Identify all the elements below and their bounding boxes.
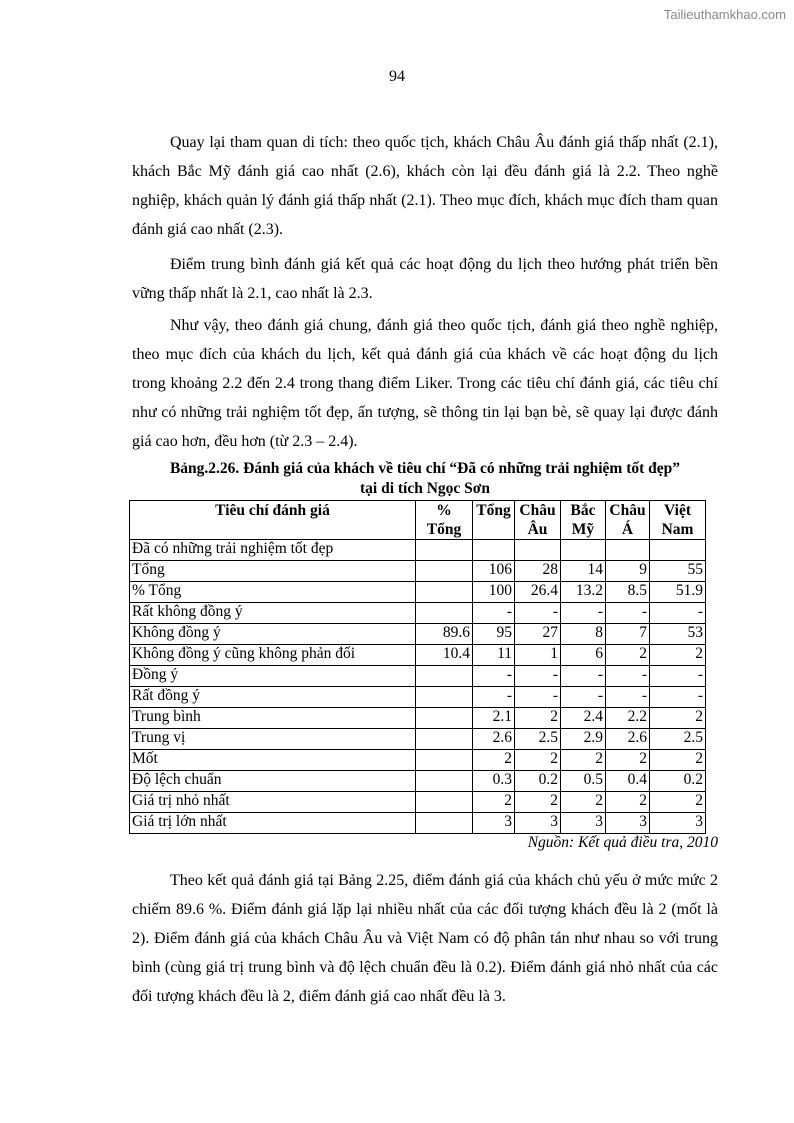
table-cell: 27 <box>515 624 561 645</box>
table-row <box>130 708 706 729</box>
table-cell: 3 <box>650 813 706 834</box>
row-label: Rất đồng ý <box>130 687 416 708</box>
table-cell <box>416 540 473 561</box>
row-label: Đã có những trải nghiệm tốt đẹp <box>130 540 416 561</box>
table-cell: 0.4 <box>606 771 650 792</box>
table-cell: 0.2 <box>515 771 561 792</box>
table-cell: 2.5 <box>650 729 706 750</box>
table-cell <box>416 771 473 792</box>
table-cell: - <box>473 603 515 624</box>
table-row <box>130 687 706 708</box>
table-title <box>132 459 718 499</box>
row-label: % Tổng <box>130 582 416 603</box>
table-title-line-1: Bảng.2.26. Đánh giá của khách về tiêu chí “Đã có những trải nghiệm tốt đẹp” <box>169 460 681 477</box>
table-cell: - <box>515 687 561 708</box>
table-cell: 106 <box>473 561 515 582</box>
table-cell: 95 <box>473 624 515 645</box>
table-cell: 2 <box>515 708 561 729</box>
watermark: Tailieuthamkhao.com <box>663 7 786 22</box>
table-row <box>130 750 706 771</box>
table-cell: - <box>606 666 650 687</box>
table-cell: 14 <box>561 561 606 582</box>
table-row <box>130 813 706 834</box>
paragraph-1: Quay lại tham quan di tích: theo quốc tịch, khách Châu Âu đánh giá thấp nhất (2.1), khách Bắc Mỹ đánh giá cao nhất (2.6), khách còn lại đều đánh giá là 2.2. Theo nghề nghiệp, khách quản lý đánh giá thấp nhất (2.1). Theo mục đích, khách mục đích tham quan đánh giá cao nhất (2.3). <box>132 134 718 238</box>
table-cell: 2.1 <box>473 708 515 729</box>
table-cell <box>416 792 473 813</box>
evaluation-table <box>129 500 706 834</box>
table-cell <box>416 729 473 750</box>
header-percent-total: % Tổng <box>416 501 473 540</box>
row-label: Giá trị nhỏ nhất <box>130 792 416 813</box>
table-cell: 3 <box>606 813 650 834</box>
table-row <box>130 582 706 603</box>
row-label: Mốt <box>130 750 416 771</box>
table-cell: 10.4 <box>416 645 473 666</box>
table-source: Nguồn: Kết quả điều tra, 2010 <box>527 834 718 851</box>
row-label: Không đồng ý <box>130 624 416 645</box>
table-cell <box>515 540 561 561</box>
table-cell: 9 <box>606 561 650 582</box>
paragraph-3: Như vậy, theo đánh giá chung, đánh giá theo quốc tịch, đánh giá theo nghề nghiệp, theo mục đích của khách du lịch, kết quả đánh giá của khách về các hoạt động du lịch trong khoảng 2.2 đến 2.4 trong thang điểm Liker. Trong các tiêu chí đánh giá, các tiêu chí như có những trải nghiệm tốt đẹp, ấn tượng, sẽ thông tin lại bạn bè, sẽ quay lại được đánh giá cao hơn, đều hơn (từ 2.3 – 2.4). <box>132 317 718 450</box>
table-cell: 0.3 <box>473 771 515 792</box>
table-cell: 2 <box>473 792 515 813</box>
table-cell <box>416 666 473 687</box>
table-cell: 2 <box>650 792 706 813</box>
table-cell: 2 <box>561 792 606 813</box>
table-cell: 2 <box>606 645 650 666</box>
table-row <box>130 729 706 750</box>
paragraph-4: Theo kết quả đánh giá tại Bảng 2.25, điểm đánh giá của khách chủ yếu ở mức mức 2 chiếm 89.6 %. Điểm đánh giá lặp lại nhiều nhất của các đối tượng khách đều là 2 (mốt là 2). Điểm đánh giá của khách Châu Âu và Việt Nam có độ phân tán như nhau so với trung bình (cùng giá trị trung bình và độ lệch chuẩn đều là 0.2). Điểm đánh giá nhỏ nhất của các đối tượng khách đều là 2, điểm đánh giá cao nhất đều là 3. <box>132 872 718 1005</box>
table-cell: - <box>650 603 706 624</box>
header-vietnam: Việt Nam <box>650 501 706 540</box>
table-cell <box>650 540 706 561</box>
table-cell <box>416 603 473 624</box>
table-cell <box>606 540 650 561</box>
table-cell: 2 <box>606 792 650 813</box>
table-header-row <box>130 501 706 540</box>
table-cell: 3 <box>473 813 515 834</box>
table-cell: 89.6 <box>416 624 473 645</box>
table-row <box>130 540 706 561</box>
row-label: Độ lệch chuẩn <box>130 771 416 792</box>
table-cell: 55 <box>650 561 706 582</box>
table-cell: 13.2 <box>561 582 606 603</box>
table-cell: - <box>606 603 650 624</box>
table-cell: 2.2 <box>606 708 650 729</box>
table-cell <box>416 750 473 771</box>
table-cell <box>416 813 473 834</box>
table-cell: - <box>561 666 606 687</box>
table-cell: 100 <box>473 582 515 603</box>
header-asia: Châu Á <box>606 501 650 540</box>
table-row <box>130 645 706 666</box>
row-label: Trung bình <box>130 708 416 729</box>
table-cell <box>473 540 515 561</box>
table-cell: 51.9 <box>650 582 706 603</box>
header-total: Tổng <box>473 501 515 540</box>
row-label: Tổng <box>130 561 416 582</box>
table-cell <box>561 540 606 561</box>
table-cell: - <box>650 666 706 687</box>
header-criteria: Tiêu chí đánh giá <box>130 501 416 540</box>
table-cell: 2 <box>650 645 706 666</box>
table-cell: 2 <box>561 750 606 771</box>
table-row <box>130 792 706 813</box>
table-cell: 2 <box>606 750 650 771</box>
table-cell: 0.5 <box>561 771 606 792</box>
table-cell: - <box>606 687 650 708</box>
page-number: 94 <box>389 68 405 85</box>
table-cell: - <box>561 687 606 708</box>
table-cell <box>416 708 473 729</box>
table-cell: - <box>515 603 561 624</box>
table-cell: 2 <box>650 708 706 729</box>
header-north-america: Bắc Mỹ <box>561 501 606 540</box>
table-cell: 2.5 <box>515 729 561 750</box>
table-cell <box>416 687 473 708</box>
row-label: Rất không đồng ý <box>130 603 416 624</box>
table-cell: 3 <box>561 813 606 834</box>
table-cell: 26.4 <box>515 582 561 603</box>
table-cell: 0.2 <box>650 771 706 792</box>
table-cell: 2.6 <box>606 729 650 750</box>
table-cell: 2.9 <box>561 729 606 750</box>
table-cell: 11 <box>473 645 515 666</box>
table-row <box>130 771 706 792</box>
table-cell: - <box>561 603 606 624</box>
row-label: Giá trị lớn nhất <box>130 813 416 834</box>
table-cell: 2.4 <box>561 708 606 729</box>
table-cell: 3 <box>515 813 561 834</box>
table-row <box>130 666 706 687</box>
table-cell: 2 <box>473 750 515 771</box>
table-row <box>130 603 706 624</box>
table-cell: 8 <box>561 624 606 645</box>
table-cell: 53 <box>650 624 706 645</box>
table-cell: - <box>473 687 515 708</box>
paragraph-2: Điểm trung bình đánh giá kết quả các hoạt động du lịch theo hướng phát triển bền vững thấp nhất là 2.1, cao nhất là 2.3. <box>132 256 718 302</box>
table-cell: 6 <box>561 645 606 666</box>
table-row <box>130 624 706 645</box>
table-title-line-2: tại di tích Ngọc Sơn <box>359 480 490 497</box>
table-cell: 2 <box>515 750 561 771</box>
header-europe: Châu Âu <box>515 501 561 540</box>
table-cell: - <box>515 666 561 687</box>
table-cell: 8.5 <box>606 582 650 603</box>
table-cell: 1 <box>515 645 561 666</box>
table-cell: 2 <box>515 792 561 813</box>
table-cell: 2.6 <box>473 729 515 750</box>
table-cell: 7 <box>606 624 650 645</box>
table-row <box>130 561 706 582</box>
table-cell <box>416 582 473 603</box>
table-cell: - <box>473 666 515 687</box>
row-label: Đồng ý <box>130 666 416 687</box>
row-label: Trung vị <box>130 729 416 750</box>
table-cell <box>416 561 473 582</box>
row-label: Không đồng ý cũng không phản đối <box>130 645 416 666</box>
table-body <box>130 540 706 834</box>
table-cell: 2 <box>650 750 706 771</box>
table-cell: - <box>650 687 706 708</box>
table-cell: 28 <box>515 561 561 582</box>
